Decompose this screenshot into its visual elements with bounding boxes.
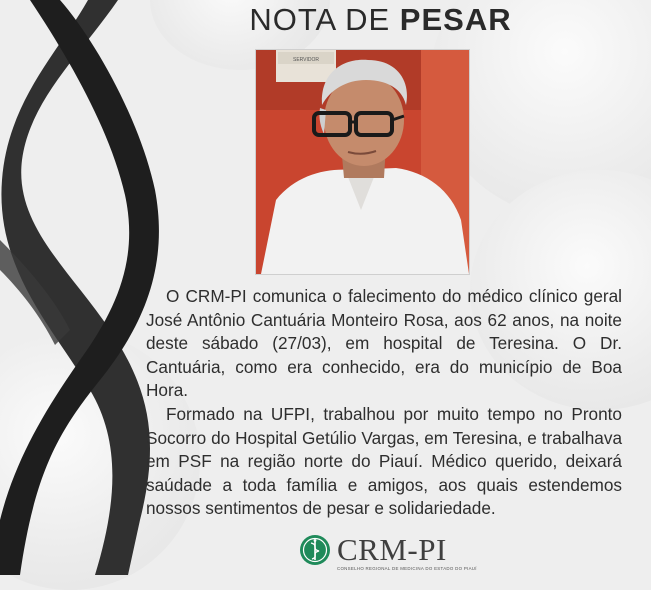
logo-subtitle: CONSELHO REGIONAL DE MEDICINA DO ESTADO DO PIAUÍ (337, 566, 477, 571)
page-title (0, 2, 651, 38)
title-prefix: NOTA DE (249, 2, 400, 37)
obituary-paragraph-2: Formado na UFPI, trabalhou por muito tempo no Pronto Socorro do Hospital Getúlio Vargas, em Teresina, e trabalhava em PSF na região norte do Piauí. Médico querido, deixará saúdade a toda família e amigos, aos quais estendemos nossos sentimentos de pesar e solidariedade. (146, 403, 622, 519)
crm-pi-logo (299, 532, 479, 571)
caduceus-icon (299, 534, 331, 566)
logo-text: CRM-PI (337, 532, 447, 567)
nameplate-text: SERVIDOR (292, 57, 320, 63)
obituary-paragraph-1: O CRM-PI comunica o falecimento do médico clínico geral José Antônio Cantuária Monteiro Rosa, aos 62 anos, na noite deste sábado (27/03), em hospital de Teresina. O Dr. Cantuária, como era conhecido, era do município de Boa Hora. (146, 286, 622, 401)
portrait-photo (255, 49, 470, 275)
portrait-illustration (256, 50, 469, 274)
obituary-text (146, 285, 622, 521)
title-emphasis: PESAR (399, 2, 512, 37)
